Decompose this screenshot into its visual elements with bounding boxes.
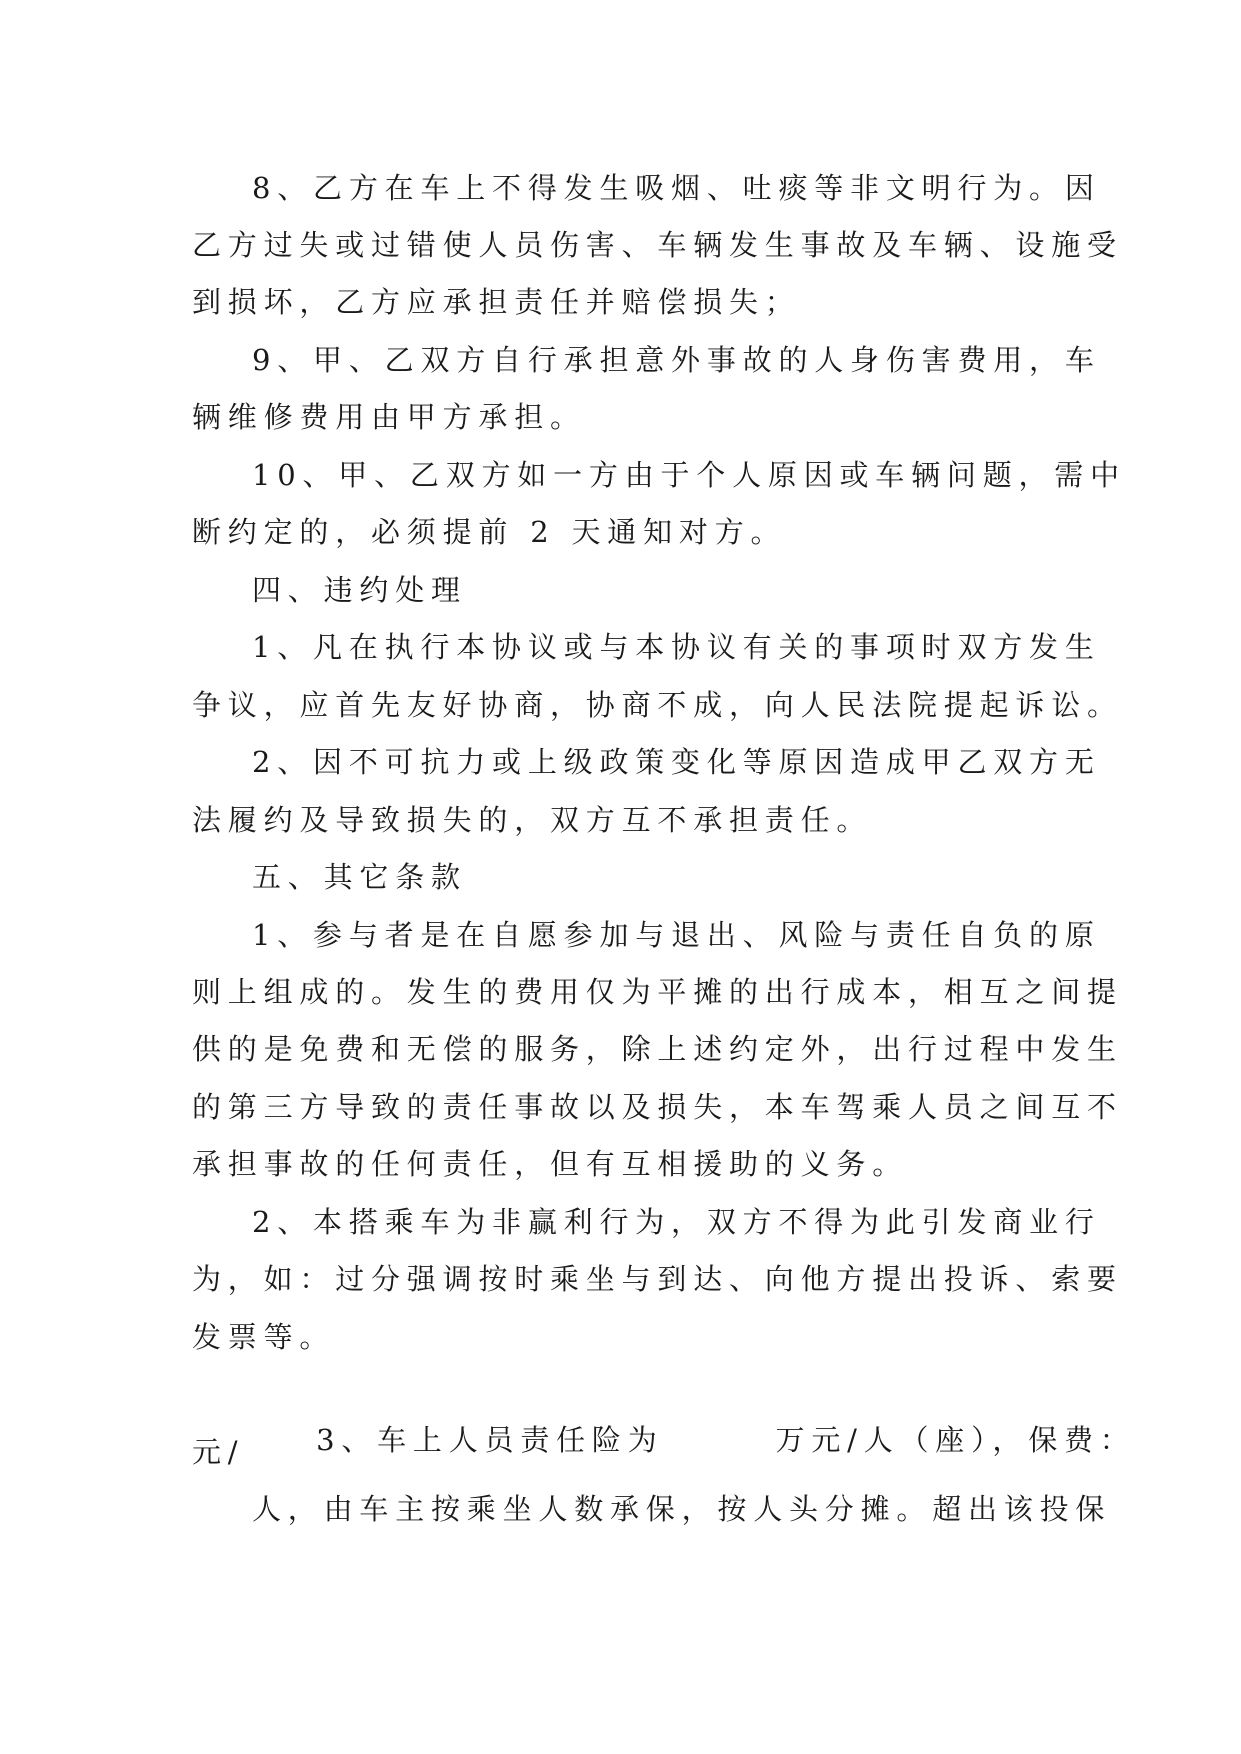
paragraph-line: 1、参与者是在自愿参加与退出、风险与责任自负的原 [252,918,1101,952]
paragraph-line: 辆维修费用由甲方承担。 [192,400,586,434]
paragraph-line: 2、因不可抗力或上级政策变化等原因造成甲乙双方无 [252,745,1101,779]
paragraph-line: 乙方过失或过错使人员伤害、车辆发生事故及车辆、设施受 [192,228,1123,262]
paragraph-line: 到损坏，乙方应承担责任并赔偿损失； [192,285,801,319]
paragraph-line: 1、凡在执行本协议或与本协议有关的事项时双方发生 [252,630,1101,664]
paragraph-line: 承担事故的任何责任，但有互相援助的义务。 [192,1147,909,1181]
paragraph-line: 人，由车主按乘坐人数承保，按人头分摊。超出该投保 [252,1492,1112,1526]
paragraph-line: 8、乙方在车上不得发生吸烟、吐痰等非文明行为。因 [252,171,1101,205]
paragraph-line: 为，如：过分强调按时乘坐与到达、向他方提出投诉、索要 [192,1262,1123,1296]
paragraph-line: 则上组成的。发生的费用仅为平摊的出行成本，相互之间提 [192,975,1123,1009]
paragraph-line: 元/ [192,1435,245,1469]
section-heading: 四、违约处理 [252,573,467,607]
paragraph-line: 法履约及导致损失的，双方互不承担责任。 [192,803,873,837]
paragraph-line: 供的是免费和无偿的服务，除上述约定外，出行过程中发生 [192,1032,1123,1066]
paragraph-line: 2、本搭乘车为非赢利行为，双方不得为此引发商业行 [252,1205,1101,1239]
insurance-text-end: 万元/人（座），保费： [775,1423,1136,1457]
paragraph-line: 10、甲、乙双方如一方由于个人原因或车辆问题，需中 [252,458,1126,492]
paragraph-line: 9、甲、乙双方自行承担意外事故的人身伤害费用，车 [252,343,1101,377]
paragraph-line [0,1371,1241,1457]
paragraph-line: 发票等。 [192,1320,336,1354]
paragraph-line: 争议，应首先友好协商，协商不成，向人民法院提起诉讼。 [192,688,1123,722]
section-heading: 五、其它条款 [252,860,467,894]
paragraph-line: 断约定的，必须提前 2 天通知对方。 [192,515,787,549]
insurance-text-start: 3、车上人员责任险为 [316,1423,664,1457]
paragraph-line: 的第三方导致的责任事故以及损失，本车驾乘人员之间互不 [192,1090,1123,1124]
